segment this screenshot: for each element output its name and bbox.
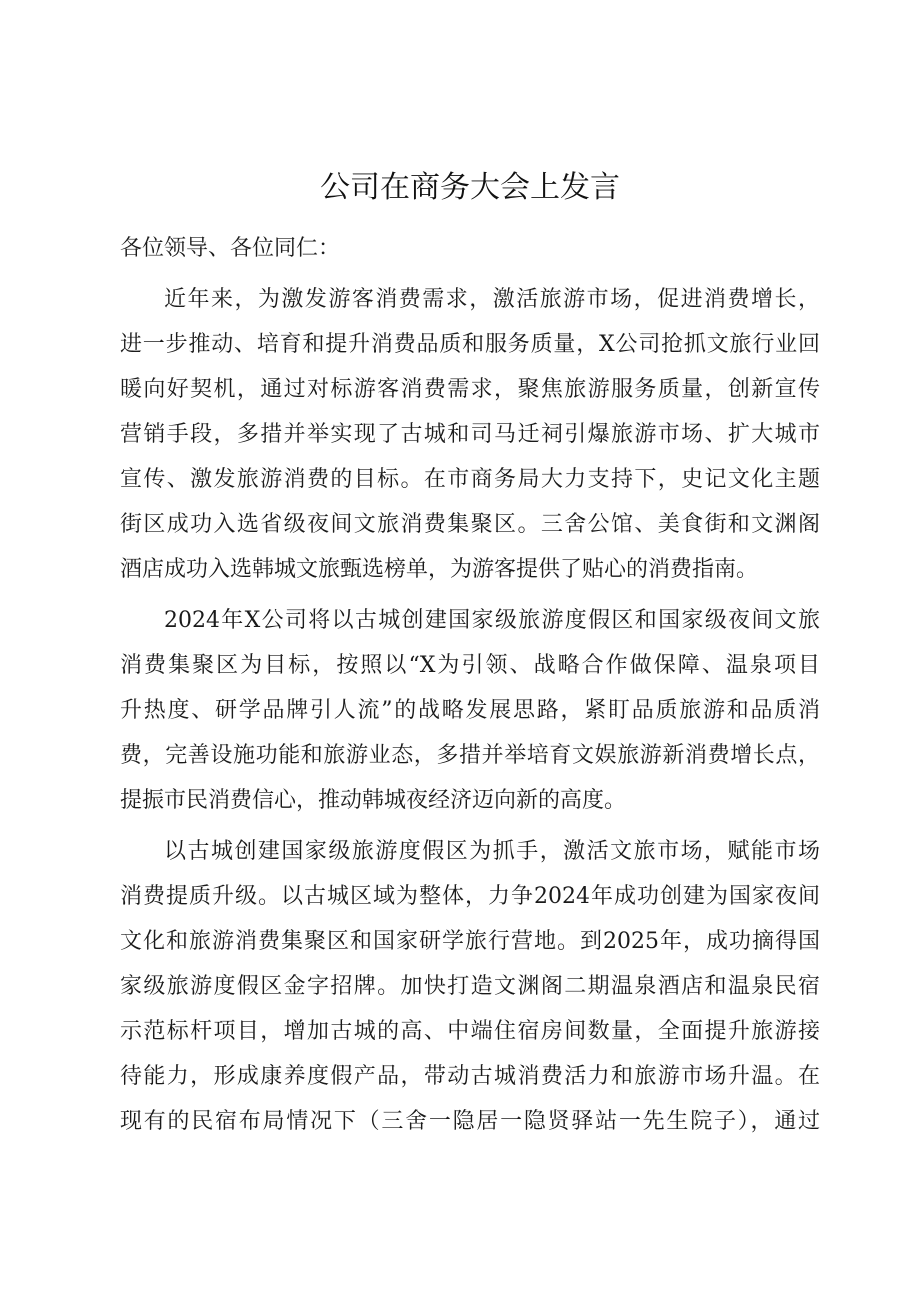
paragraph-line: 示范标杆项目，增加古城的高、中端住宿房间数量，全面提升旅游接: [120, 1019, 820, 1044]
paragraph-line: 进一步推动、培育和提升消费品质和服务质量，X公司抢抓文旅行业回: [120, 332, 820, 357]
paragraph-line: 消费提质升级。以古城区域为整体，力争2024年成功创建为国家夜间: [120, 884, 820, 909]
paragraph-line: 街区成功入选省级夜间文旅消费集聚区。三舍公馆、美食街和文渊阁: [120, 512, 820, 537]
paragraph-line: 现有的民宿布局情况下（三舍一隐居一隐贤驿站一先生院子），通过: [120, 1109, 820, 1134]
paragraph-line: 以古城创建国家级旅游度假区为抓手，激活文旅市场，赋能市场: [164, 839, 820, 864]
paragraph-line: 提振市民消费信心，推动韩城夜经济迈向新的高度。: [120, 788, 627, 813]
paragraph-line: 近年来，为激发游客消费需求，激活旅游市场，促进消费增长，: [164, 287, 820, 312]
document-title: 公司在商务大会上发言: [320, 170, 620, 205]
paragraph-1: [120, 277, 820, 592]
paragraph-line: 消费集聚区为目标，按照以“X为引领、战略合作做保障、温泉项目: [120, 653, 820, 678]
paragraph-line: 酒店成功入选韩城文旅甄选榜单，为游客提供了贴心的消费指南。: [120, 557, 759, 582]
paragraph-line: 费，完善设施功能和旅游业态，多措并举培育文娱旅游新消费增长点，: [120, 743, 820, 768]
paragraph-line: 家级旅游度假区金字招牌。加快打造文渊阁二期温泉酒店和温泉民宿: [120, 974, 820, 999]
paragraph-line: 宣传、激发旅游消费的目标。在市商务局大力支持下，史记文化主题: [120, 467, 820, 492]
paragraph-line: 2024年X公司将以古城创建国家级旅游度假区和国家级夜间文旅: [164, 608, 820, 633]
paragraph-3: [120, 829, 820, 1144]
salutation: 各位领导、各位同仁：: [120, 236, 341, 261]
paragraph-2: [120, 598, 820, 823]
paragraph-line: 升热度、研学品牌引人流”的战略发展思路，紧盯品质旅游和品质消: [120, 698, 820, 723]
paragraph-line: 暖向好契机，通过对标游客消费需求，聚焦旅游服务质量，创新宣传: [120, 377, 820, 402]
paragraph-line: 文化和旅游消费集聚区和国家研学旅行营地。到2025年，成功摘得国: [120, 929, 820, 954]
paragraph-line: 营销手段，多措并举实现了古城和司马迁祠引爆旅游市场、扩大城市: [120, 422, 820, 447]
document-body: [120, 226, 820, 1150]
paragraph-line: 待能力，形成康养度假产品，带动古城消费活力和旅游市场升温。在: [120, 1064, 820, 1089]
